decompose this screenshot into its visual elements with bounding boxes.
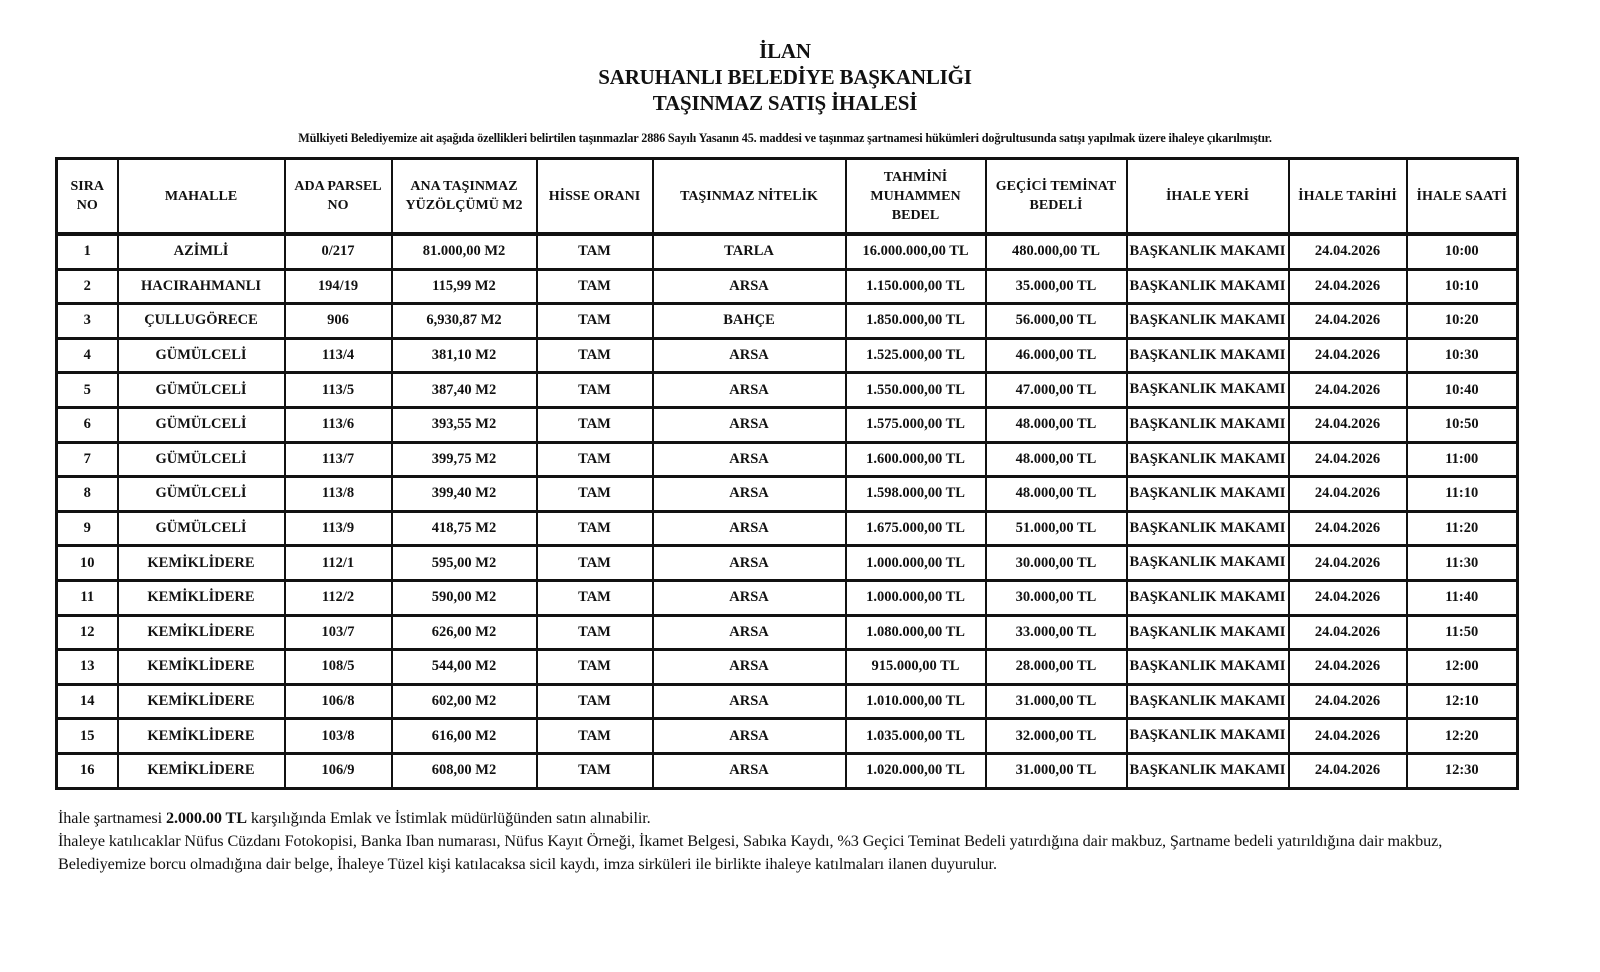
cell-ihale-saati: 10:40 [1407,373,1518,408]
cell-yuzolcumu: 616,00 M2 [392,719,537,754]
cell-mahalle: KEMİKLİDERE [118,546,285,581]
cell-ihale-tarihi: 24.04.2026 [1289,234,1407,269]
cell-teminat: 31.000,00 TL [986,753,1127,788]
cell-hisse: TAM [537,753,653,788]
cell-ada-parsel: 0/217 [285,234,392,269]
cell-muhammen: 1.850.000,00 TL [846,304,986,339]
cell-sira-no: 15 [57,719,118,754]
cell-ihale-yeri: BAŞKANLIK MAKAMI [1127,269,1289,304]
cell-ihale-yeri: BAŞKANLIK MAKAMI [1127,546,1289,581]
cell-ada-parsel: 112/1 [285,546,392,581]
table-row [57,269,1518,304]
cell-yuzolcumu: 595,00 M2 [392,546,537,581]
table-header-row [57,159,1518,235]
cell-hisse: TAM [537,269,653,304]
footer-requirements: İhaleye katılıcaklar Nüfus Cüzdanı Fotokopisi, Banka Iban numarası, Nüfus Kayıt Örneği, İkamet Belgesi, Sabıka Kaydı, %3 Geçici Teminat Bedeli yatırdığına dair makbuz, Şartname bedeli yatırıldığına dair makbuz, Belediyemize borcu olmadığına dair belge, İhaleye Tüzel kişi katılacaksa sicil kaydı, imza sirküleri ile birlikte ihaleye katılmaları ilanen duyurulur. [58,832,1443,873]
cell-mahalle: KEMİKLİDERE [118,684,285,719]
title-ilan: İLAN [759,39,811,63]
cell-ihale-yeri: BAŞKANLIK MAKAMI [1127,477,1289,512]
cell-mahalle: KEMİKLİDERE [118,615,285,650]
announcement-title-block [0,38,1570,116]
cell-ihale-saati: 11:20 [1407,511,1518,546]
cell-teminat: 51.000,00 TL [986,511,1127,546]
cell-nitelik: ARSA [653,269,846,304]
cell-ada-parsel: 112/2 [285,580,392,615]
cell-mahalle: GÜMÜLCELİ [118,442,285,477]
cell-muhammen: 915.000,00 TL [846,650,986,685]
cell-hisse: TAM [537,511,653,546]
cell-ihale-saati: 10:30 [1407,338,1518,373]
cell-yuzolcumu: 544,00 M2 [392,650,537,685]
footer-spec-fee [58,807,1518,830]
cell-nitelik: ARSA [653,719,846,754]
cell-ada-parsel: 108/5 [285,650,392,685]
cell-teminat: 28.000,00 TL [986,650,1127,685]
cell-ihale-tarihi: 24.04.2026 [1289,304,1407,339]
cell-ihale-yeri: BAŞKANLIK MAKAMI [1127,338,1289,373]
cell-ihale-saati: 12:10 [1407,684,1518,719]
cell-muhammen: 1.080.000,00 TL [846,615,986,650]
cell-mahalle: AZİMLİ [118,234,285,269]
cell-yuzolcumu: 602,00 M2 [392,684,537,719]
cell-mahalle: KEMİKLİDERE [118,753,285,788]
footer-notes [58,807,1518,876]
cell-ihale-tarihi: 24.04.2026 [1289,269,1407,304]
cell-sira-no: 13 [57,650,118,685]
cell-muhammen: 1.575.000,00 TL [846,407,986,442]
cell-ihale-yeri: BAŞKANLIK MAKAMI [1127,580,1289,615]
cell-nitelik: ARSA [653,650,846,685]
cell-sira-no: 6 [57,407,118,442]
cell-teminat: 48.000,00 TL [986,407,1127,442]
cell-nitelik: ARSA [653,546,846,581]
cell-ihale-tarihi: 24.04.2026 [1289,615,1407,650]
cell-ihale-saati: 11:40 [1407,580,1518,615]
table-row [57,753,1518,788]
table-row [57,511,1518,546]
cell-yuzolcumu: 6,930,87 M2 [392,304,537,339]
table-row [57,546,1518,581]
cell-sira-no: 1 [57,234,118,269]
cell-nitelik: ARSA [653,684,846,719]
cell-ada-parsel: 113/7 [285,442,392,477]
cell-teminat: 56.000,00 TL [986,304,1127,339]
cell-sira-no: 14 [57,684,118,719]
cell-teminat: 48.000,00 TL [986,442,1127,477]
col-header-nitelik: TAŞINMAZ NİTELİK [653,159,846,235]
cell-yuzolcumu: 399,75 M2 [392,442,537,477]
cell-hisse: TAM [537,234,653,269]
cell-sira-no: 3 [57,304,118,339]
cell-nitelik: ARSA [653,373,846,408]
cell-nitelik: ARSA [653,615,846,650]
cell-hisse: TAM [537,719,653,754]
cell-ihale-saati: 11:30 [1407,546,1518,581]
cell-ada-parsel: 103/7 [285,615,392,650]
cell-muhammen: 1.525.000,00 TL [846,338,986,373]
property-tender-table [55,157,1519,790]
cell-muhammen: 1.150.000,00 TL [846,269,986,304]
cell-ihale-tarihi: 24.04.2026 [1289,546,1407,581]
cell-ada-parsel: 113/9 [285,511,392,546]
table-row [57,477,1518,512]
cell-mahalle: KEMİKLİDERE [118,719,285,754]
table-row [57,304,1518,339]
cell-ada-parsel: 906 [285,304,392,339]
cell-nitelik: ARSA [653,407,846,442]
cell-muhammen: 1.550.000,00 TL [846,373,986,408]
cell-hisse: TAM [537,684,653,719]
title-tender: TAŞINMAZ SATIŞ İHALESİ [652,91,918,115]
cell-muhammen: 1.000.000,00 TL [846,580,986,615]
table-row [57,442,1518,477]
cell-sira-no: 11 [57,580,118,615]
col-header-hisse: HİSSE ORANI [537,159,653,235]
cell-ihale-yeri: BAŞKANLIK MAKAMI [1127,511,1289,546]
cell-ihale-yeri: BAŞKANLIK MAKAMI [1127,304,1289,339]
cell-teminat: 30.000,00 TL [986,546,1127,581]
cell-mahalle: GÜMÜLCELİ [118,407,285,442]
cell-ihale-saati: 12:00 [1407,650,1518,685]
cell-sira-no: 7 [57,442,118,477]
cell-hisse: TAM [537,615,653,650]
col-header-muhammen: TAHMİNİ MUHAMMEN BEDEL [846,159,986,235]
cell-mahalle: KEMİKLİDERE [118,580,285,615]
cell-ihale-saati: 11:10 [1407,477,1518,512]
cell-mahalle: GÜMÜLCELİ [118,511,285,546]
cell-muhammen: 16.000.000,00 TL [846,234,986,269]
cell-ihale-saati: 12:30 [1407,753,1518,788]
cell-ihale-tarihi: 24.04.2026 [1289,684,1407,719]
table-row [57,407,1518,442]
cell-ihale-yeri: BAŞKANLIK MAKAMI [1127,234,1289,269]
cell-ihale-tarihi: 24.04.2026 [1289,650,1407,685]
cell-muhammen: 1.020.000,00 TL [846,753,986,788]
cell-muhammen: 1.010.000,00 TL [846,684,986,719]
cell-ihale-yeri: BAŞKANLIK MAKAMI [1127,407,1289,442]
cell-ihale-yeri: BAŞKANLIK MAKAMI [1127,719,1289,754]
cell-yuzolcumu: 393,55 M2 [392,407,537,442]
cell-muhammen: 1.675.000,00 TL [846,511,986,546]
cell-muhammen: 1.035.000,00 TL [846,719,986,754]
intro-text: Mülkiyeti Belediyemize ait aşağıda özellikleri belirtilen taşınmazlar 2886 Sayılı Yasanın 45. maddesi ve taşınmaz şartnamesi hükümleri doğrultusunda satışı yapılmak üzere ihaleye çıkarılmıştır. [298,131,1272,145]
cell-ihale-saati: 12:20 [1407,719,1518,754]
cell-ada-parsel: 113/8 [285,477,392,512]
cell-sira-no: 4 [57,338,118,373]
cell-yuzolcumu: 608,00 M2 [392,753,537,788]
cell-sira-no: 12 [57,615,118,650]
cell-ihale-yeri: BAŞKANLIK MAKAMI [1127,753,1289,788]
cell-hisse: TAM [537,442,653,477]
cell-nitelik: ARSA [653,511,846,546]
cell-nitelik: ARSA [653,338,846,373]
cell-teminat: 47.000,00 TL [986,373,1127,408]
cell-ada-parsel: 106/9 [285,753,392,788]
cell-ada-parsel: 113/5 [285,373,392,408]
cell-hisse: TAM [537,477,653,512]
table-row [57,580,1518,615]
cell-hisse: TAM [537,304,653,339]
cell-teminat: 480.000,00 TL [986,234,1127,269]
cell-muhammen: 1.598.000,00 TL [846,477,986,512]
cell-hisse: TAM [537,580,653,615]
col-header-ada-parsel: ADA PARSEL NO [285,159,392,235]
cell-yuzolcumu: 626,00 M2 [392,615,537,650]
cell-ihale-tarihi: 24.04.2026 [1289,373,1407,408]
cell-teminat: 32.000,00 TL [986,719,1127,754]
cell-hisse: TAM [537,373,653,408]
cell-hisse: TAM [537,338,653,373]
cell-ihale-saati: 10:00 [1407,234,1518,269]
spec-fee-amount: 2.000.00 TL [165,809,247,827]
col-header-ihale-tarihi: İHALE TARİHİ [1289,159,1407,235]
footer-spec-fee-pre: İhale şartnamesi [58,809,166,827]
cell-ihale-tarihi: 24.04.2026 [1289,753,1407,788]
cell-ihale-yeri: BAŞKANLIK MAKAMI [1127,650,1289,685]
cell-yuzolcumu: 387,40 M2 [392,373,537,408]
cell-teminat: 48.000,00 TL [986,477,1127,512]
cell-ihale-yeri: BAŞKANLIK MAKAMI [1127,684,1289,719]
cell-yuzolcumu: 399,40 M2 [392,477,537,512]
cell-mahalle: GÜMÜLCELİ [118,338,285,373]
cell-teminat: 35.000,00 TL [986,269,1127,304]
cell-teminat: 31.000,00 TL [986,684,1127,719]
cell-sira-no: 2 [57,269,118,304]
col-header-sira-no: SIRA NO [57,159,118,235]
table-row [57,719,1518,754]
col-header-ihale-yeri: İHALE YERİ [1127,159,1289,235]
cell-ihale-saati: 11:00 [1407,442,1518,477]
cell-teminat: 30.000,00 TL [986,580,1127,615]
cell-hisse: TAM [537,407,653,442]
col-header-mahalle: MAHALLE [118,159,285,235]
cell-ihale-saati: 11:50 [1407,615,1518,650]
cell-sira-no: 9 [57,511,118,546]
cell-ihale-yeri: BAŞKANLIK MAKAMI [1127,615,1289,650]
cell-nitelik: ARSA [653,753,846,788]
cell-hisse: TAM [537,650,653,685]
col-header-yuzolcumu: ANA TAŞINMAZ YÜZÖLÇÜMÜ M2 [392,159,537,235]
cell-mahalle: GÜMÜLCELİ [118,477,285,512]
cell-yuzolcumu: 418,75 M2 [392,511,537,546]
cell-ihale-tarihi: 24.04.2026 [1289,442,1407,477]
cell-ada-parsel: 113/6 [285,407,392,442]
cell-nitelik: TARLA [653,234,846,269]
cell-nitelik: ARSA [653,477,846,512]
cell-mahalle: GÜMÜLCELİ [118,373,285,408]
cell-ihale-tarihi: 24.04.2026 [1289,477,1407,512]
cell-yuzolcumu: 590,00 M2 [392,580,537,615]
cell-yuzolcumu: 115,99 M2 [392,269,537,304]
cell-nitelik: ARSA [653,442,846,477]
cell-muhammen: 1.000.000,00 TL [846,546,986,581]
cell-mahalle: ÇULLUGÖRECE [118,304,285,339]
table-row [57,234,1518,269]
table-row [57,684,1518,719]
cell-sira-no: 5 [57,373,118,408]
cell-ada-parsel: 106/8 [285,684,392,719]
cell-yuzolcumu: 81.000,00 M2 [392,234,537,269]
table-row [57,373,1518,408]
cell-mahalle: HACIRAHMANLI [118,269,285,304]
cell-nitelik: ARSA [653,580,846,615]
title-municipality: SARUHANLI BELEDİYE BAŞKANLIĞI [598,65,972,89]
cell-ihale-saati: 10:50 [1407,407,1518,442]
cell-ihale-tarihi: 24.04.2026 [1289,580,1407,615]
cell-ada-parsel: 113/4 [285,338,392,373]
cell-sira-no: 8 [57,477,118,512]
cell-teminat: 46.000,00 TL [986,338,1127,373]
cell-teminat: 33.000,00 TL [986,615,1127,650]
cell-ihale-saati: 10:20 [1407,304,1518,339]
col-header-teminat: GEÇİCİ TEMİNAT BEDELİ [986,159,1127,235]
cell-sira-no: 16 [57,753,118,788]
cell-ihale-tarihi: 24.04.2026 [1289,719,1407,754]
cell-yuzolcumu: 381,10 M2 [392,338,537,373]
table-row [57,650,1518,685]
cell-ihale-yeri: BAŞKANLIK MAKAMI [1127,373,1289,408]
cell-ihale-tarihi: 24.04.2026 [1289,407,1407,442]
cell-ada-parsel: 103/8 [285,719,392,754]
cell-hisse: TAM [537,546,653,581]
cell-sira-no: 10 [57,546,118,581]
cell-muhammen: 1.600.000,00 TL [846,442,986,477]
table-row [57,615,1518,650]
col-header-ihale-saati: İHALE SAATİ [1407,159,1518,235]
cell-ihale-yeri: BAŞKANLIK MAKAMI [1127,442,1289,477]
cell-ada-parsel: 194/19 [285,269,392,304]
cell-ihale-tarihi: 24.04.2026 [1289,338,1407,373]
cell-nitelik: BAHÇE [653,304,846,339]
cell-mahalle: KEMİKLİDERE [118,650,285,685]
cell-ihale-saati: 10:10 [1407,269,1518,304]
cell-ihale-tarihi: 24.04.2026 [1289,511,1407,546]
table-body [57,234,1518,788]
table-row [57,338,1518,373]
footer-spec-fee-post: karşılığında Emlak ve İstimlak müdürlüğünden satın alınabilir. [246,809,651,827]
